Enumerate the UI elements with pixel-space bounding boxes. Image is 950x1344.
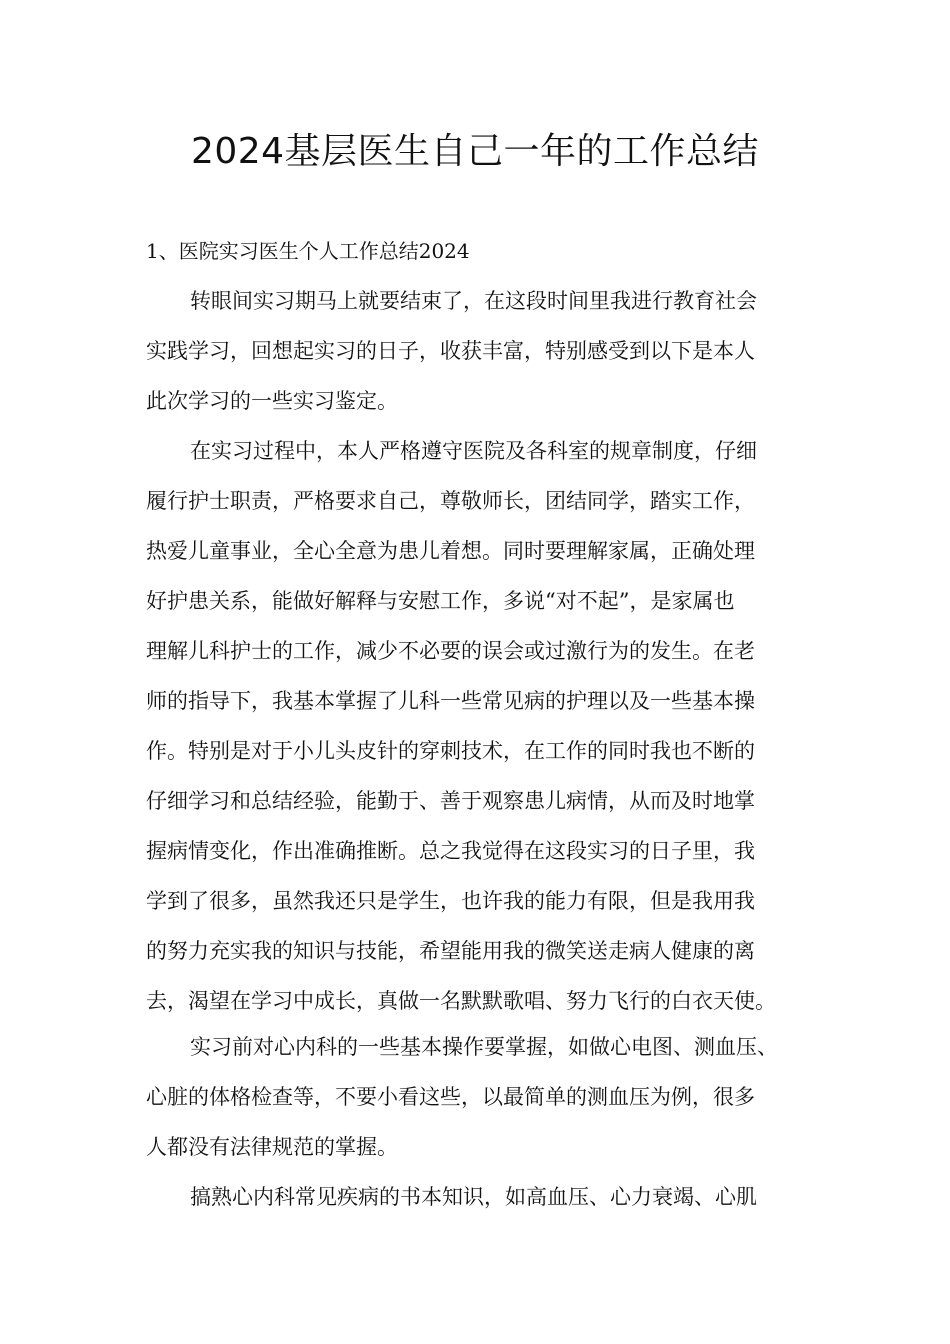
paragraph-line: 实习前对心内科的一些基本操作要掌握，如做心电图、测血压、	[190, 1035, 778, 1059]
paragraph-line: 去，渴望在学习中成长，真做一名默默歌唱、努力飞行的白衣天使。	[146, 989, 776, 1013]
paragraph-line: 人都没有法律规范的掌握。	[146, 1135, 398, 1159]
paragraph-line: 在实习过程中，本人严格遵守医院及各科室的规章制度，仔细	[190, 439, 757, 463]
document-title: 2024基层医生自己一年的工作总结	[190, 131, 760, 172]
section-heading: 1、医院实习医生个人工作总结2024	[146, 239, 470, 263]
paragraph-line: 理解儿科护士的工作，减少不必要的误会或过激行为的发生。在老	[146, 639, 755, 663]
paragraph-line: 履行护士职责，严格要求自己，尊敬师长，团结同学，踏实工作，	[146, 489, 755, 513]
paragraph-line: 的努力充实我的知识与技能，希望能用我的微笑送走病人健康的离	[146, 939, 755, 963]
paragraph-line: 师的指导下，我基本掌握了儿科一些常见病的护理以及一些基本操	[146, 689, 755, 713]
paragraph-line: 转眼间实习期马上就要结束了，在这段时间里我进行教育社会	[190, 289, 757, 313]
paragraph-line: 心脏的体格检查等，不要小看这些，以最简单的测血压为例，很多	[146, 1085, 755, 1109]
paragraph-line: 好护患关系，能做好解释与安慰工作，多说“对不起”，是家属也	[146, 589, 735, 613]
paragraph-line: 热爱儿童事业，全心全意为患儿着想。同时要理解家属，正确处理	[146, 539, 755, 563]
paragraph-line: 仔细学习和总结经验，能勤于、善于观察患儿病情，从而及时地掌	[146, 789, 755, 813]
paragraph-line: 握病情变化，作出准确推断。总之我觉得在这段实习的日子里，我	[146, 839, 755, 863]
paragraph-line: 搞熟心内科常见疾病的书本知识，如高血压、心力衰竭、心肌	[190, 1185, 757, 1209]
paragraph-line: 学到了很多，虽然我还只是学生，也许我的能力有限，但是我用我	[146, 889, 755, 913]
paragraph-line: 实践学习，回想起实习的日子，收获丰富，特别感受到以下是本人	[146, 339, 755, 363]
paragraph-line: 此次学习的一些实习鉴定。	[146, 389, 398, 413]
paragraph-line: 作。特别是对于小儿头皮针的穿刺技术，在工作的同时我也不断的	[146, 739, 755, 763]
